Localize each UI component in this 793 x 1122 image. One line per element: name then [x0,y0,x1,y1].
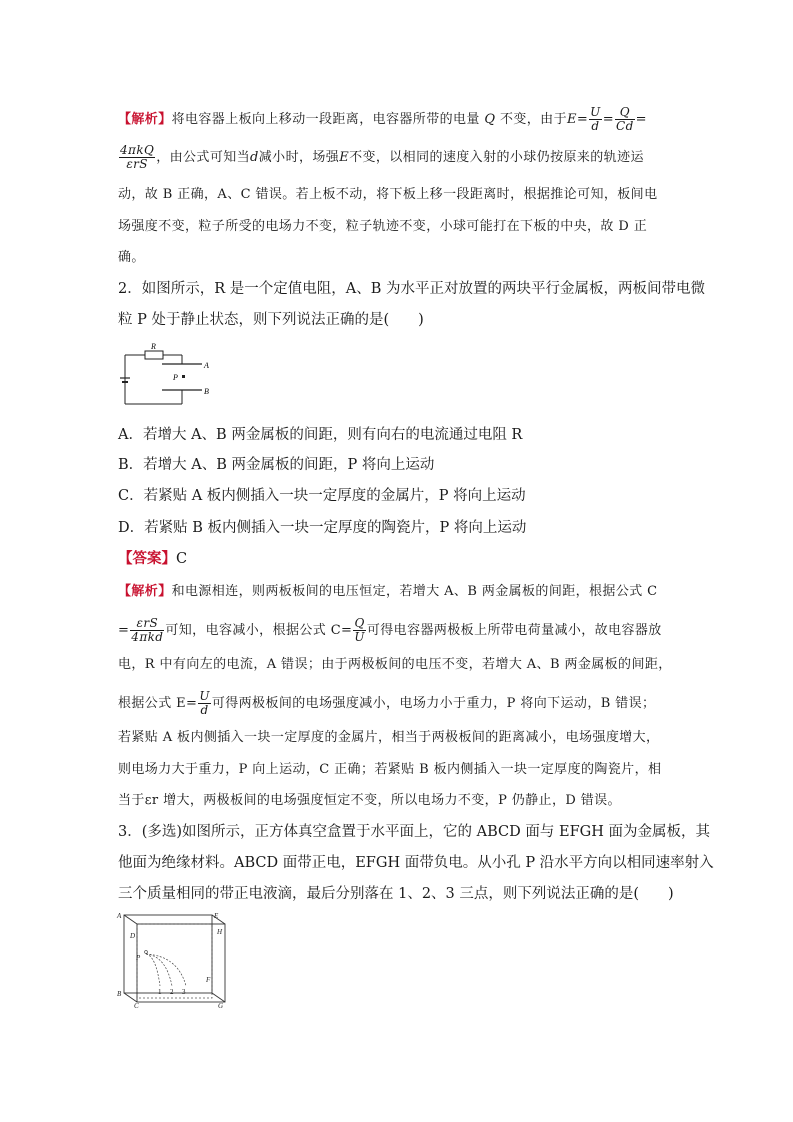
trajectory-1 [146,954,160,986]
label-D-cube: D [130,932,136,940]
equals: = [602,112,614,127]
q2-analysis-line-2 [118,617,678,644]
q2-a-l4-post: 可得两极板间的电场强度减小，电场力小于重力，P 将向下运动，B 错误； [211,696,656,711]
q2-stem-line-2: 粒 P 处于静止状态，则下列说法正确的是( ) [118,312,424,328]
q2-circuit-figure [118,342,228,408]
answer-value: C [176,551,188,567]
q2-a-l4-pre: 根据公式 E= [118,696,198,711]
label-A-cube: A [117,912,122,920]
label-P: P [173,373,178,382]
label-H-cube: H [217,928,223,936]
q3-cube-figure [116,910,228,1010]
q1-l2-text-3: 不变，以相同的速度入射的小球仍按原来的轨迹运 [349,150,644,165]
label-2: 2 [170,988,174,996]
label-G-cube: G [218,1002,224,1010]
label-A: A [204,361,209,370]
q1-analysis-line-2 [118,144,678,171]
fraction-es-over-4pikd: $\frac{\text{εrS}}{\text{4πkd}}$ [131,616,164,644]
q1-analysis-line-4: 场强度不变，粒子所受的电场力不变，粒子轨迹不变，小球可能打在下板的中央，故 D 正 [118,219,648,234]
label-C-cube: C [134,1002,139,1010]
q2-analysis-line-1 [118,582,678,602]
q1-var-E: E [339,150,350,165]
equals-2: = [635,112,647,127]
fraction-q-over-u: $\frac{Q}{U}$ [354,616,365,644]
q2-option-d: D．若紧贴 B 板内侧插入一块一定厚度的陶瓷片，P 将向上运动 [118,520,527,536]
q2-a-l2-post: 可得电容器两极板上所带电荷量减小，故电容器放 [366,623,662,638]
fraction-u-over-d-2: $\frac{U}{d}$ [199,689,210,717]
fraction-q-over-cd: $\frac{Q}{Cd}$ [615,105,634,133]
q1-analysis-line-5: 确。 [118,250,145,265]
q2-analysis-line-5: 若紧贴 A 板内侧插入一块一定厚度的金属片，相当于两极板间的距离减小，电场强度增大， [118,730,660,745]
q1-text-2: 不变，由于 [499,112,567,127]
q1-var-Q: Q [484,112,496,127]
label-F-cube: F [206,976,211,984]
label-E-cube: E [214,912,219,920]
q2-option-b: B．若增大 A、B 两金属板的间距，P 将向上运动 [118,457,435,473]
q1-eq-lhs: E= [566,112,589,127]
label-3: 3 [182,988,186,996]
q2-option-c: C．若紧贴 A 板内侧插入一块一定厚度的金属片，P 将向上运动 [118,488,526,504]
q1-l2-text-2: 减小时，场强 [258,150,340,165]
label-B-cube: B [117,990,122,998]
q2-a-l2-mid: 可知，电容减小，根据公式 C= [165,623,353,638]
analysis-tag: 【解析】 [118,112,172,127]
resistor-R [145,351,163,359]
q2-analysis-line-3: 电，R 中有向左的电流，A 错误；由于两极板间的电压不变，若增大 A、B 两金属板的间距， [118,657,672,672]
q1-analysis-line-3: 动，故 B 正确，A、C 错误。若上板不动，将下板上移一段距离时，根据推论可知，板间电 [118,187,658,202]
q2-stem-line-1: 2．如图所示，R 是一个定值电阻，A、B 为水平正对放置的两块平行金属板，两板间带电微 [118,281,705,297]
q2-analysis-line-4 [118,690,678,717]
q2-option-a: A．若增大 A、B 两金属板的间距，则有向右的电流通过电阻 R [118,427,523,443]
q2-a-l2-pre: = [118,623,130,638]
q1-analysis-line-1 [118,106,678,133]
fraction-u-over-d: $\frac{U}{d}$ [590,105,601,133]
label-P-cube: P [136,954,141,962]
q1-var-d: d [250,150,259,165]
particle-P [182,375,185,378]
label-R: R [151,342,156,351]
q2-answer [118,549,678,569]
analysis-tag-2: 【解析】 [118,584,172,599]
q2-analysis-line-7: 当于εr 增大，两极板间的电场强度恒定不变，所以电场力不变，P 仍静止，D 错误。 [118,793,621,808]
answer-tag: 【答案】 [118,550,176,567]
label-1: 1 [158,988,162,996]
q2-a-l1: 和电源相连，则两板板间的电压恒定，若增大 A、B 两金属板的间距，根据公式 C [171,584,658,599]
q3-stem-line-1: 3．(多选)如图所示，正方体真空盒置于水平面上，它的 ABCD 面与 EFGH 面为金属板，其 [118,824,710,840]
q3-stem-line-3: 三个质量相同的带正电液滴，最后分别落在 1、2、3 三点，则下列说法正确的是( ) [118,886,674,902]
q1-text: 将电容器上板向上移动一段距离，电容器所带的电量 [171,112,480,127]
fraction-4pikq-over-es: $\frac{\text{4πkQ}}{\text{εrS}}$ [120,143,155,171]
label-B: B [204,387,209,396]
q3-stem-line-2: 他面为绝缘材料。ABCD 面带正电，EFGH 面带负电。从小孔 P 沿水平方向以相同速率射入 [118,855,714,871]
q1-l2-text: ，由公式可知当 [156,150,251,165]
q2-analysis-line-6: 则电场力大于重力，P 向上运动，C 正确；若紧贴 B 板内侧插入一块一定厚度的陶瓷片，相 [118,762,662,777]
